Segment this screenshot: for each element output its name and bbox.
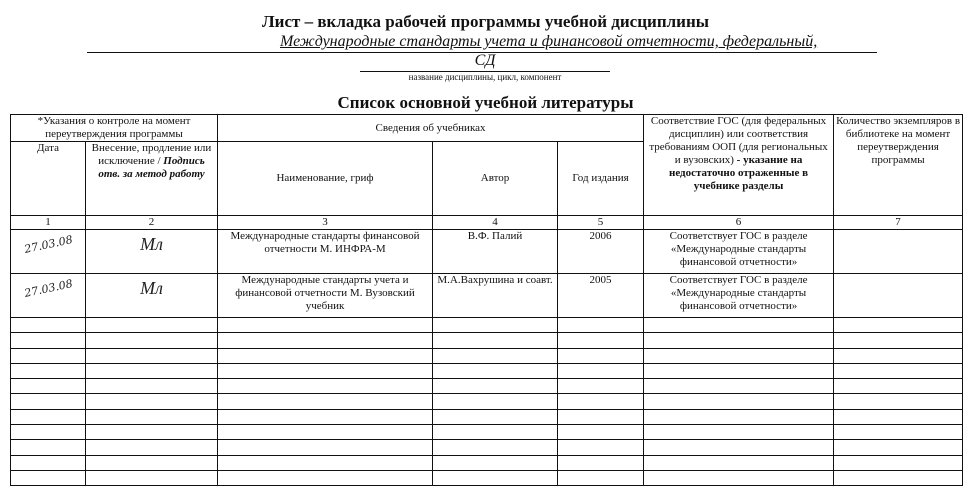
empty-cell bbox=[558, 440, 644, 455]
empty-cell bbox=[218, 348, 433, 363]
empty-cell bbox=[644, 363, 834, 378]
empty-cell bbox=[433, 470, 558, 485]
empty-cell bbox=[218, 470, 433, 485]
empty-cell bbox=[558, 394, 644, 409]
empty-table-row bbox=[11, 318, 963, 333]
empty-cell bbox=[558, 348, 644, 363]
empty-cell bbox=[86, 409, 218, 424]
empty-cell bbox=[644, 394, 834, 409]
empty-table-row bbox=[11, 394, 963, 409]
empty-cell bbox=[218, 379, 433, 394]
empty-table-row bbox=[11, 425, 963, 440]
page-title: Лист – вкладка рабочей программы учебной дисциплины bbox=[261, 12, 710, 31]
book-name: Международные стандарты финансовой отчетности М. ИНФРА-М bbox=[218, 230, 433, 274]
empty-cell bbox=[644, 318, 834, 333]
empty-cell bbox=[834, 440, 963, 455]
header-books: Сведения об учебниках bbox=[218, 115, 644, 142]
empty-table-row bbox=[11, 379, 963, 394]
col-number: 5 bbox=[558, 216, 644, 230]
empty-cell bbox=[644, 333, 834, 348]
empty-cell bbox=[433, 394, 558, 409]
empty-cell bbox=[86, 455, 218, 470]
header-date: Дата bbox=[11, 142, 86, 216]
empty-cell bbox=[834, 455, 963, 470]
empty-cell bbox=[558, 363, 644, 378]
table-row bbox=[11, 230, 963, 274]
empty-cell bbox=[558, 455, 644, 470]
header-author: Автор bbox=[433, 142, 558, 216]
header-name: Наименование, гриф bbox=[218, 142, 433, 216]
empty-cell bbox=[834, 409, 963, 424]
empty-cell bbox=[86, 425, 218, 440]
empty-cell bbox=[11, 348, 86, 363]
signature: Мл bbox=[140, 234, 163, 254]
empty-cell bbox=[834, 425, 963, 440]
empty-cell bbox=[433, 425, 558, 440]
handwritten-date: 27.03.08 bbox=[22, 233, 74, 256]
empty-cell bbox=[218, 425, 433, 440]
signature-cell bbox=[86, 274, 218, 318]
empty-cell bbox=[433, 348, 558, 363]
col-number: 7 bbox=[834, 216, 963, 230]
empty-cell bbox=[218, 318, 433, 333]
empty-cell bbox=[11, 363, 86, 378]
empty-cell bbox=[834, 363, 963, 378]
empty-cell bbox=[644, 455, 834, 470]
date-cell bbox=[11, 230, 86, 274]
empty-cell bbox=[644, 348, 834, 363]
empty-cell bbox=[218, 394, 433, 409]
empty-cell bbox=[834, 318, 963, 333]
empty-table-row bbox=[11, 363, 963, 378]
empty-cell bbox=[86, 363, 218, 378]
discipline-caption: название дисциплины, цикл, компонент bbox=[408, 72, 562, 82]
signature: Мл bbox=[140, 278, 163, 298]
literature-table bbox=[10, 114, 963, 486]
empty-cell bbox=[834, 348, 963, 363]
empty-cell bbox=[558, 379, 644, 394]
empty-cell bbox=[11, 425, 86, 440]
col-number: 2 bbox=[86, 216, 218, 230]
signature-cell bbox=[86, 230, 218, 274]
empty-cell bbox=[644, 425, 834, 440]
gos-compliance: Соответствует ГОС в разделе «Международные стандарты финансовой отчетности» bbox=[644, 230, 834, 274]
empty-cell bbox=[218, 409, 433, 424]
handwritten-date: 27.03.08 bbox=[22, 277, 74, 300]
empty-cell bbox=[218, 455, 433, 470]
empty-table-row bbox=[11, 455, 963, 470]
empty-table-row bbox=[11, 440, 963, 455]
empty-cell bbox=[11, 440, 86, 455]
header-count: Количество экземпляров в библиотеке на момент переутверждения программы bbox=[834, 115, 963, 216]
empty-cell bbox=[86, 394, 218, 409]
header-control: *Указания о контроле на момент переутверждения программы bbox=[11, 115, 218, 142]
empty-cell bbox=[834, 333, 963, 348]
empty-cell bbox=[558, 470, 644, 485]
book-year: 2005 bbox=[558, 274, 644, 318]
book-year: 2006 bbox=[558, 230, 644, 274]
empty-cell bbox=[558, 318, 644, 333]
empty-cell bbox=[433, 440, 558, 455]
copies-count bbox=[834, 274, 963, 318]
empty-cell bbox=[433, 333, 558, 348]
empty-cell bbox=[433, 409, 558, 424]
empty-cell bbox=[433, 379, 558, 394]
empty-cell bbox=[644, 409, 834, 424]
empty-cell bbox=[11, 318, 86, 333]
col-number: 3 bbox=[218, 216, 433, 230]
empty-cell bbox=[558, 333, 644, 348]
copies-count bbox=[834, 230, 963, 274]
empty-table-row bbox=[11, 409, 963, 424]
empty-table-row bbox=[11, 348, 963, 363]
empty-table-row bbox=[11, 470, 963, 485]
empty-cell bbox=[11, 333, 86, 348]
gos-compliance: Соответствует ГОС в разделе «Международные стандарты финансовой отчетности» bbox=[644, 274, 834, 318]
table-row bbox=[11, 274, 963, 318]
empty-cell bbox=[433, 318, 558, 333]
empty-cell bbox=[558, 409, 644, 424]
col-number: 6 bbox=[644, 216, 834, 230]
empty-cell bbox=[86, 348, 218, 363]
book-author: В.Ф. Палий bbox=[433, 230, 558, 274]
column-numbers-row bbox=[11, 216, 963, 230]
empty-cell bbox=[218, 440, 433, 455]
header-gos: Соответствие ГОС (для федеральных дисциплин) или соответствия требованиям ООП (для региональных и вузовских) - указание на недостаточно отраженные в учебнике разделы bbox=[644, 115, 834, 216]
empty-cell bbox=[433, 455, 558, 470]
empty-cell bbox=[11, 409, 86, 424]
empty-cell bbox=[834, 379, 963, 394]
empty-cell bbox=[86, 379, 218, 394]
date-cell bbox=[11, 274, 86, 318]
list-subtitle: Список основной учебной литературы bbox=[337, 93, 634, 112]
empty-table-row bbox=[11, 333, 963, 348]
empty-cell bbox=[644, 379, 834, 394]
empty-cell bbox=[11, 455, 86, 470]
header-year: Год издания bbox=[558, 142, 644, 216]
empty-cell bbox=[86, 333, 218, 348]
discipline-cycle: СД bbox=[360, 52, 610, 72]
empty-cell bbox=[11, 379, 86, 394]
empty-cell bbox=[218, 333, 433, 348]
empty-cell bbox=[834, 394, 963, 409]
empty-cell bbox=[86, 440, 218, 455]
empty-cell bbox=[644, 470, 834, 485]
empty-cell bbox=[11, 470, 86, 485]
book-name: Международные стандарты учета и финансовой отчетности М. Вузовский учебник bbox=[218, 274, 433, 318]
col-number: 4 bbox=[433, 216, 558, 230]
empty-cell bbox=[86, 470, 218, 485]
empty-cell bbox=[834, 470, 963, 485]
empty-cell bbox=[86, 318, 218, 333]
col-number: 1 bbox=[11, 216, 86, 230]
empty-cell bbox=[558, 425, 644, 440]
empty-cell bbox=[644, 440, 834, 455]
header-change: Внесение, продление или исключение / Подпись отв. за метод работу bbox=[86, 142, 218, 216]
empty-cell bbox=[433, 363, 558, 378]
empty-cell bbox=[218, 363, 433, 378]
empty-cell bbox=[11, 394, 86, 409]
book-author: М.А.Вахрушина и соавт. bbox=[433, 274, 558, 318]
discipline-name: Международные стандарты учета и финансовой отчетности, федеральный, bbox=[280, 33, 818, 50]
